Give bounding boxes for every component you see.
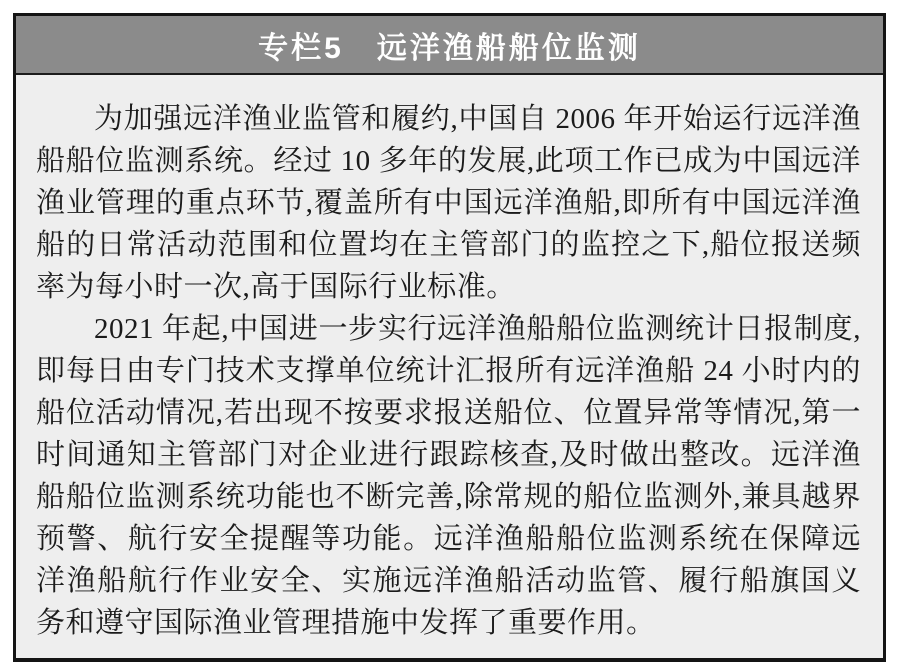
paragraph-2: 2021 年起,中国进一步实行远洋渔船船位监测统计日报制度,即每日由专门技术支撑单位统计汇报所有远洋渔船 24 小时内的船位活动情况,若出现不按要求报送船位、位置异常等情况,第一时间通知主管部门对企业进行跟踪核查,及时做出整改。远洋渔船船位监测系统功能也不断完善,除常规的船位监测外,兼具越界预警、航行安全提醒等功能。远洋渔船船位监测系统在保障远洋渔船航行作业安全、实施远洋渔船活动监管、履行船旗国义务和遵守国际渔业管理措施中发挥了重要作用。 — [36, 313, 861, 639]
column-body — [16, 75, 883, 658]
column-title-bar — [16, 16, 883, 75]
column-box — [13, 13, 886, 662]
column-title: 专栏5 远洋渔船船位监测 — [258, 31, 641, 65]
paragraph-1: 为加强远洋渔业监管和履约,中国自 2006 年开始运行远洋渔船船位监测系统。经过 10 多年的发展,此项工作已成为中国远洋渔业管理的重点环节,覆盖所有中国远洋渔船,即所有中国远洋渔船的日常活动范围和位置均在主管部门的监控之下,船位报送频率为每小时一次,高于国际行业标准。 — [36, 103, 861, 303]
